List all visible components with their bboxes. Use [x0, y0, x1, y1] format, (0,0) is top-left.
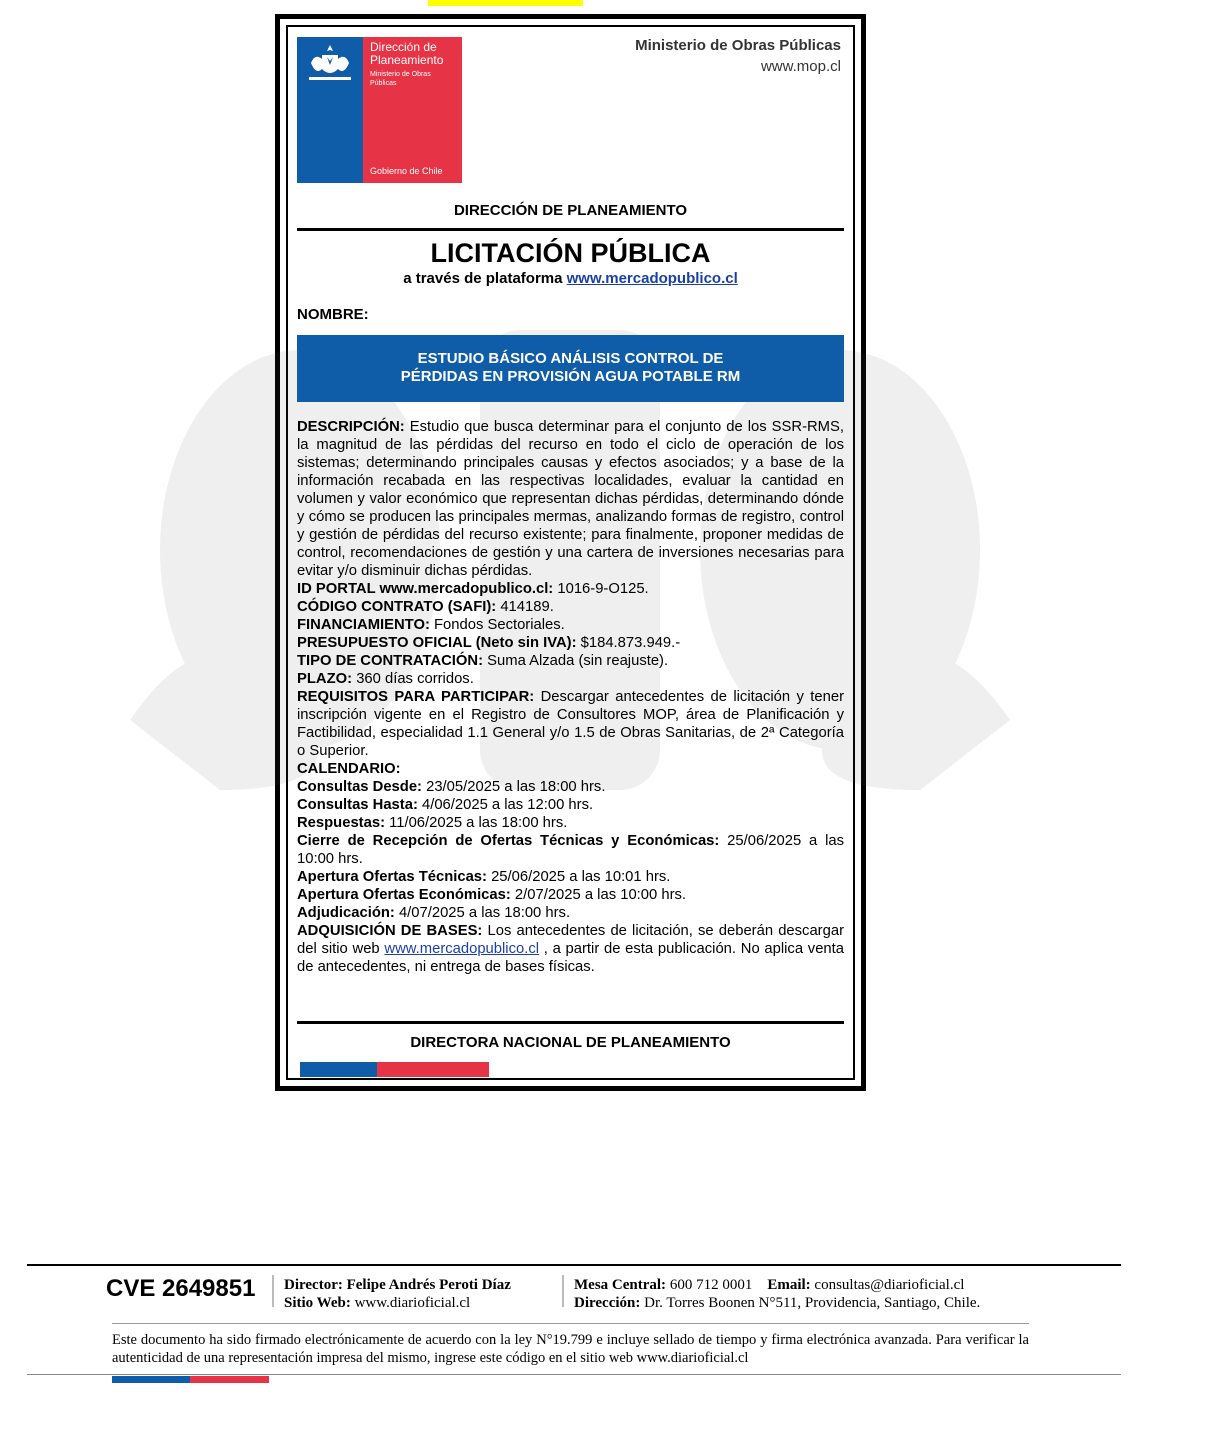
divider	[297, 1021, 844, 1024]
ministry-name: Ministerio de Obras Públicas	[635, 37, 841, 54]
footer-mid-rule	[112, 1323, 1029, 1324]
contract-code-row: CÓDIGO CONTRATO (SAFI): 414189.	[297, 599, 554, 615]
footer-separator	[272, 1275, 274, 1307]
cve-code: CVE 2649851	[106, 1275, 256, 1302]
project-title-banner	[297, 335, 844, 402]
footer-stripe-red	[190, 1376, 269, 1383]
id-portal-row: ID PORTAL www.mercadopublico.cl: 1016-9-O125.	[297, 581, 649, 597]
logo-line-4: Públicas	[370, 80, 397, 87]
flag-stripe-blue	[300, 1062, 377, 1077]
calendar-row: Cierre de Recepción de Ofertas Técnicas y Económicas: 25/06/2025 a las 10:00 hrs.	[297, 833, 844, 867]
signature: DIRECTORA NACIONAL DE PLANEAMIENTO	[410, 1034, 731, 1051]
calendar-row: Respuestas: 11/06/2025 a las 18:00 hrs.	[297, 815, 568, 831]
footer-top-rule	[27, 1264, 1121, 1266]
calendar-row: Consultas Desde: 23/05/2025 a las 18:00 hrs.	[297, 779, 606, 795]
footer-email-link[interactable]: consultas@diarioficial.cl	[810, 1277, 965, 1293]
requirements-paragraph: REQUISITOS PARA PARTICIPAR: Descargar antecedentes de licitación y tener inscripción vigente en el Registro de Consultores MOP, área de Planificación y Factibilidad, especialidad 1.1 General y/o 1.5 de Obras Sanitarias, de 2ª Categoría o Superior.	[297, 689, 844, 759]
flag-stripe-red	[377, 1062, 489, 1077]
subtitle-prefix: a través de plataforma	[403, 270, 567, 287]
page-title: LICITACIÓN PÚBLICA	[430, 238, 711, 268]
project-title-line-1: ESTUDIO BÁSICO ANÁLISIS CONTROL DE	[417, 350, 724, 367]
description-paragraph	[297, 418, 844, 580]
subtitle	[297, 270, 844, 287]
bases-link[interactable]: www.mercadopublico.cl	[384, 941, 540, 957]
bases-paragraph: ADQUISICIÓN DE BASES: Los antecedentes de licitación, se deberán descargar del sitio web www.mercadopublico.cl , a partir de esta publicación. No aplica venta de antecedentes, ni entrega de bases físicas.	[297, 923, 844, 975]
calendar-row: Apertura Ofertas Económicas: 2/07/2025 a las 10:00 hrs.	[297, 887, 687, 903]
divider	[297, 228, 844, 231]
chilean-crest-icon	[303, 41, 357, 85]
footer-site-link[interactable]: www.diarioficial.cl	[350, 1295, 471, 1311]
legal-notice: Este documento ha sido firmado electrónicamente de acuerdo con la ley N°19.799 e incluye sellado de tiempo y firma electrónica avanzada. Para verificar la autenticidad de una representación impresa del mismo, ingrese este código en el sitio web www.diarioficial.cl	[112, 1332, 1029, 1366]
notice-body	[297, 418, 844, 976]
description-text: Estudio que busca determinar para el conjunto de los SSR-RMS, la magnitud de las pérdidas del recurso en todo el ciclo de operación de los sistemas; determinando principales causas y efectos asociados; y a base de la información recabada en las respectivas localidades, evaluar la cantidad en volumen y valor económico que representan dichas pérdidas, determinando dónde y cómo se producen las principales mermas, analizando formas de registro, control y gestión de pérdidas del recurso existente; para finalmente, proponer medidas de control, recomendaciones de gestión y una cartera de inversiones necesarias para evitar y/o disminuir dichas pérdidas.	[297, 419, 844, 579]
logo-footer-text: Gobierno de Chile	[370, 166, 443, 176]
logo-line-3: Ministerio de Obras	[370, 71, 431, 78]
calendar-row: Adjudicación: 4/07/2025 a las 18:00 hrs.	[297, 905, 571, 921]
mercadopublico-link[interactable]: www.mercadopublico.cl	[566, 270, 738, 287]
description-label: DESCRIPCIÓN:	[297, 419, 405, 435]
footer-bottom-rule	[27, 1374, 1121, 1375]
calendar-label: CALENDARIO:	[297, 761, 401, 777]
calendar-row: Apertura Ofertas Técnicas: 25/06/2025 a las 10:01 hrs.	[297, 869, 671, 885]
logo-line-1: Dirección de	[370, 40, 437, 54]
highlight-mark	[428, 0, 583, 6]
budget-row: PRESUPUESTO OFICIAL (Neto sin IVA): $184.873.949.-	[297, 635, 681, 651]
contract-type-row: TIPO DE CONTRATACIÓN: Suma Alzada (sin reajuste).	[297, 653, 669, 669]
footer-director-block: Director: Felipe Andrés Peroti Díaz Sitio Web: www.diarioficial.cl	[284, 1277, 511, 1311]
project-title-line-2: PÉRDIDAS EN PROVISIÓN AGUA POTABLE RM	[400, 368, 741, 385]
direccion-planeamiento-logo	[297, 37, 462, 183]
name-label: NOMBRE:	[297, 306, 369, 323]
logo-line-2: Planeamiento	[370, 53, 444, 67]
term-row: PLAZO: 360 días corridos.	[297, 671, 474, 687]
direction-heading: DIRECCIÓN DE PLANEAMIENTO	[453, 202, 688, 219]
financing-row: FINANCIAMIENTO: Fondos Sectoriales.	[297, 617, 565, 633]
footer-contact-block: Mesa Central: 600 712 0001 Email: consultas@diarioficial.cl Dirección: Dr. Torres Boonen N°511, Providencia, Santiago, Chile.	[574, 1277, 981, 1311]
footer-stripe-blue	[112, 1376, 190, 1383]
calendar-row: Consultas Hasta: 4/06/2025 a las 12:00 hrs.	[297, 797, 594, 813]
footer-separator	[562, 1275, 564, 1307]
ministry-url: www.mop.cl	[760, 58, 841, 75]
